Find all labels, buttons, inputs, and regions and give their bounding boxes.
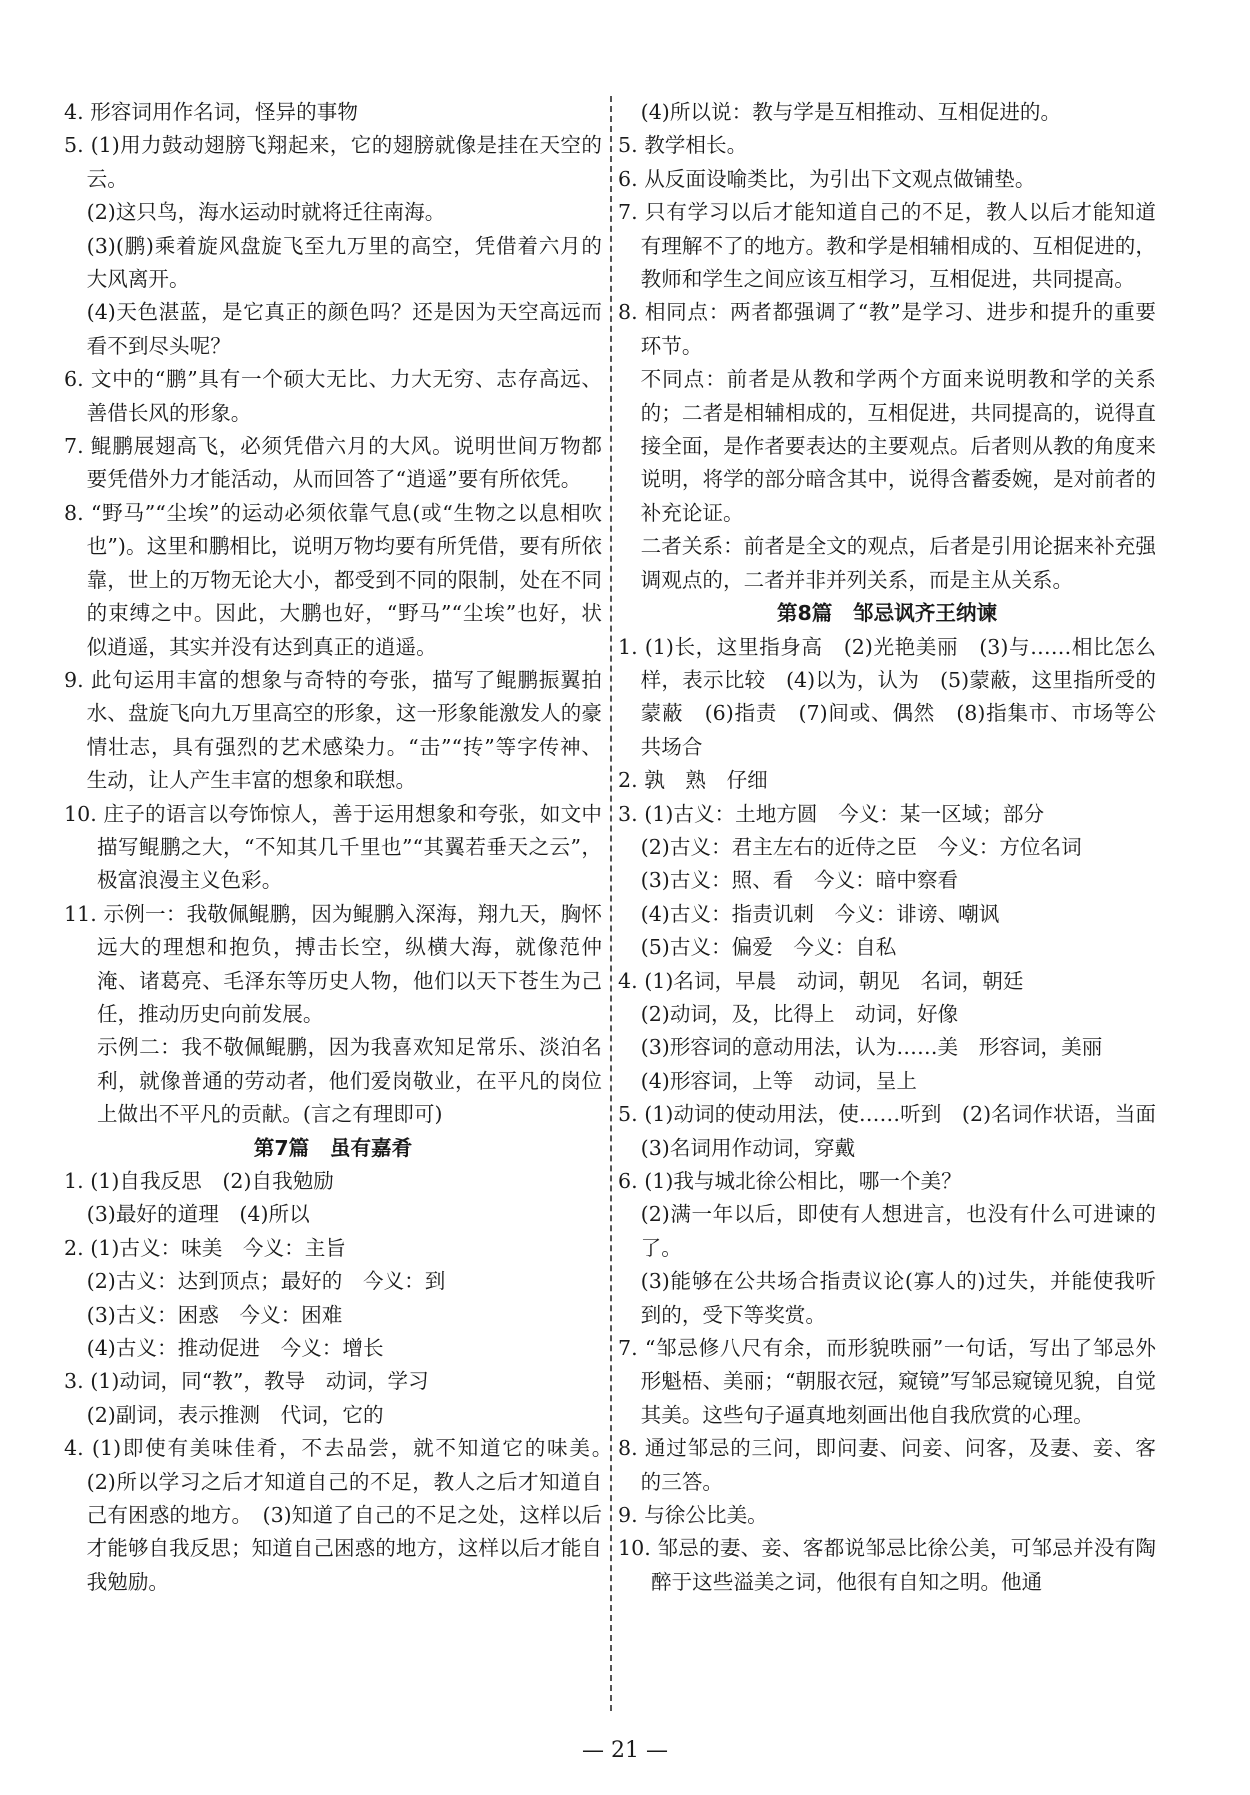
answer-line: 7. 鲲鹏展翅高飞，必须凭借六月的大风。说明世间万物都要凭借外力才能活动，从而回答了“逍遥”要有所依凭。 [64, 434, 602, 492]
answer-line: 6. 文中的“鹏”具有一个硕大无比、力大无穷、志存高远、善借长风的形象。 [64, 367, 602, 425]
answer-line: 2. 孰 熟 仔细 [618, 768, 768, 793]
answer-line: 2. (1)古义：味美 今义：主旨 [64, 1235, 346, 1260]
answer-line: (3)古义：困惑 今义：困难 [86, 1302, 343, 1327]
section-title: 第7篇 虽有嘉肴 [253, 1135, 413, 1160]
answer-line: (2)满一年以后，即使有人想进言，也没有什么可进谏的了。 [640, 1202, 1156, 1260]
answer-line: (2)古义：君主左右的近侍之臣 今义：方位名词 [640, 834, 1082, 859]
answer-line: 6. (1)我与城北徐公相比，哪一个美？ [618, 1169, 962, 1193]
answer-line: 8. “野马”“尘埃”的运动必须依靠气息(或“生物之以息相吹也”)。这里和鹏相比，说明万物均要有所凭借，要有所依靠，世上的万物无论大小，都受到不同的限制，处在不同的束缚之中。因此，大鹏也好，“野马”“尘埃”也好，状似逍遥，其实并没有达到真正的逍遥。 [64, 500, 602, 659]
answer-line: 8. 相同点：两者都强调了“教”是学习、进步和提升的重要环节。 [618, 300, 1156, 358]
answer-line: (2)这只鸟，海水运动时就将迁往南海。 [86, 200, 446, 225]
answer-line: (3)古义：照、看 今义：暗中察看 [640, 868, 959, 893]
answer-line: (4)形容词，上等 动词，呈上 [640, 1068, 917, 1093]
answer-line: 3. (1)动词，同“教”，教导 动词，学习 [64, 1369, 429, 1394]
section-title: 第8篇 邹忌讽齐王纳谏 [776, 601, 998, 626]
answer-line: 5. (1)动词的使动用法，使……听到 (2)名词作状语，当面 (3)名词用作动词，穿戴 [618, 1102, 1177, 1160]
answer-line: 1. (1)长，这里指身高 (2)光艳美丽 (3)与……相比怎么样，表示比较 (4)以为，认为 (5)蒙蔽，这里指所受的蒙蔽 (6)指责 (7)间或、偶然 (8)指集市、市场等公共场合 [618, 634, 1156, 759]
answer-line: (4)天色湛蓝，是它真正的颜色吗？还是因为天空高远而看不到尽头呢？ [86, 300, 602, 358]
answer-line: 4. 形容词用作名词，怪异的事物 [64, 100, 358, 124]
answer-line: (3)最好的道理 (4)所以 [86, 1202, 310, 1227]
answer-line: 4. (1)名词，早晨 动词，朝见 名词，朝廷 [618, 968, 1024, 993]
left-column [64, 96, 623, 1599]
answer-line: (5)古义：偏爱 今义：自私 [640, 935, 897, 960]
answer-line: 5. 教学相长。 [618, 133, 748, 158]
answer-line: 11. 示例一：我敬佩鲲鹏，因为鲲鹏入深海，翔九天，胸怀远大的理想和抱负，搏击长空，纵横大海，就像范仲淹、诸葛亮、毛泽东等历史人物，他们以天下苍生为己任，推动历史向前发展。 [64, 901, 602, 1026]
answer-line: 8. 通过邹忌的三问，即问妻、问妾、问客，及妻、妾、客的三答。 [618, 1436, 1156, 1494]
answer-line: 5. (1)用力鼓动翅膀飞翔起来，它的翅膀就像是挂在天空的云。 [64, 133, 602, 191]
answer-line: 3. (1)古义：土地方圆 今义：某一区域；部分 [618, 801, 1045, 826]
answer-line: (2)古义：达到顶点；最好的 今义：到 [86, 1269, 446, 1294]
answer-line: (2)副词，表示推测 代词，它的 [86, 1402, 384, 1427]
answer-line: 9. 此句运用丰富的想象与奇特的夸张，描写了鲲鹏振翼拍水、盘旋飞向九万里高空的形象，这一形象能激发人的豪情壮志，具有强烈的艺术感染力。“击”“抟”等字传神、生动，让人产生丰富的想象和联想。 [64, 667, 602, 793]
answer-line: (3)形容词的意动用法，认为……美 形容词，美丽 [640, 1035, 1103, 1060]
answer-line: 7. “邹忌修八尺有余，而形貌昳丽”一句话，写出了邹忌外形魁梧、美丽；“朝服衣冠，窥镜”写邹忌窥镜见貌，自觉其美。这些句子逼真地刻画出他自我欣赏的心理。 [618, 1336, 1156, 1427]
answer-line: 4. (1)即使有美味佳肴，不去品尝，就不知道它的味美。 (2)所以学习之后才知道自己的不足，教人之后才知道自己有困惑的地方。 (3)知道了自己的不足之处，这样以后才能够自我反思；知道自己困惑的地方，这样以后才能自我勉励。 [64, 1436, 623, 1594]
column-divider [610, 96, 612, 1711]
answer-line: (3)能够在公共场合指责议论(寡人的)过失，并能使我听到的，受下等奖赏。 [640, 1269, 1156, 1327]
answer-line: 10. 邹忌的妻、妾、客都说邹忌比徐公美，可邹忌并没有陶醉于这些溢美之词，他很有自知之明。他通 [618, 1536, 1156, 1594]
answer-line: 不同点：前者是从教和学两个方面来说明教和学的关系的；二者是相辅相成的，互相促进，共同提高的，说得直接全面，是作者要表达的主要观点。后者则从教的角度来说明，将学的部分暗含其中，说得含蓄委婉，是对前者的补充论证。 [640, 367, 1156, 525]
answer-line: 示例二：我不敬佩鲲鹏，因为我喜欢知足常乐、淡泊名利，就像普通的劳动者，他们爱岗敬业，在平凡的岗位上做出不平凡的贡献。(言之有理即可) [96, 1035, 602, 1127]
answer-line: 10. 庄子的语言以夸饰惊人，善于运用想象和夸张，如文中描写鲲鹏之大，“不知其几千里也”“其翼若垂天之云”，极富浪漫主义色彩。 [64, 801, 602, 893]
answer-line: 二者关系：前者是全文的观点，后者是引用论据来补充强调观点的，二者并非并列关系，而是主从关系。 [640, 534, 1156, 592]
answer-line: 6. 从反面设喻类比，为引出下文观点做铺垫。 [618, 166, 1036, 191]
answer-line: (4)古义：指责讥刺 今义：诽谤、嘲讽 [640, 901, 1000, 926]
answer-line: 1. (1)自我反思 (2)自我勉励 [64, 1169, 334, 1193]
answer-line: (3)(鹏)乘着旋风盘旋飞至九万里的高空，凭借着六月的大风离开。 [86, 233, 602, 292]
answer-line: 7. 只有学习以后才能知道自己的不足，教人以后才能知道有理解不了的地方。教和学是相辅相成的、互相促进的，教师和学生之间应该互相学习，互相促进，共同提高。 [618, 200, 1156, 292]
page-number: — 21 — [582, 1738, 668, 1763]
answer-line: (2)动词，及，比得上 动词，好像 [640, 1001, 959, 1026]
answer-line: (4)所以说：教与学是互相推动、互相促进的。 [640, 100, 1062, 124]
right-column [618, 96, 1177, 1599]
answer-line: 9. 与徐公比美。 [618, 1503, 768, 1528]
answer-line: (4)古义：推动促进 今义：增长 [86, 1336, 384, 1361]
